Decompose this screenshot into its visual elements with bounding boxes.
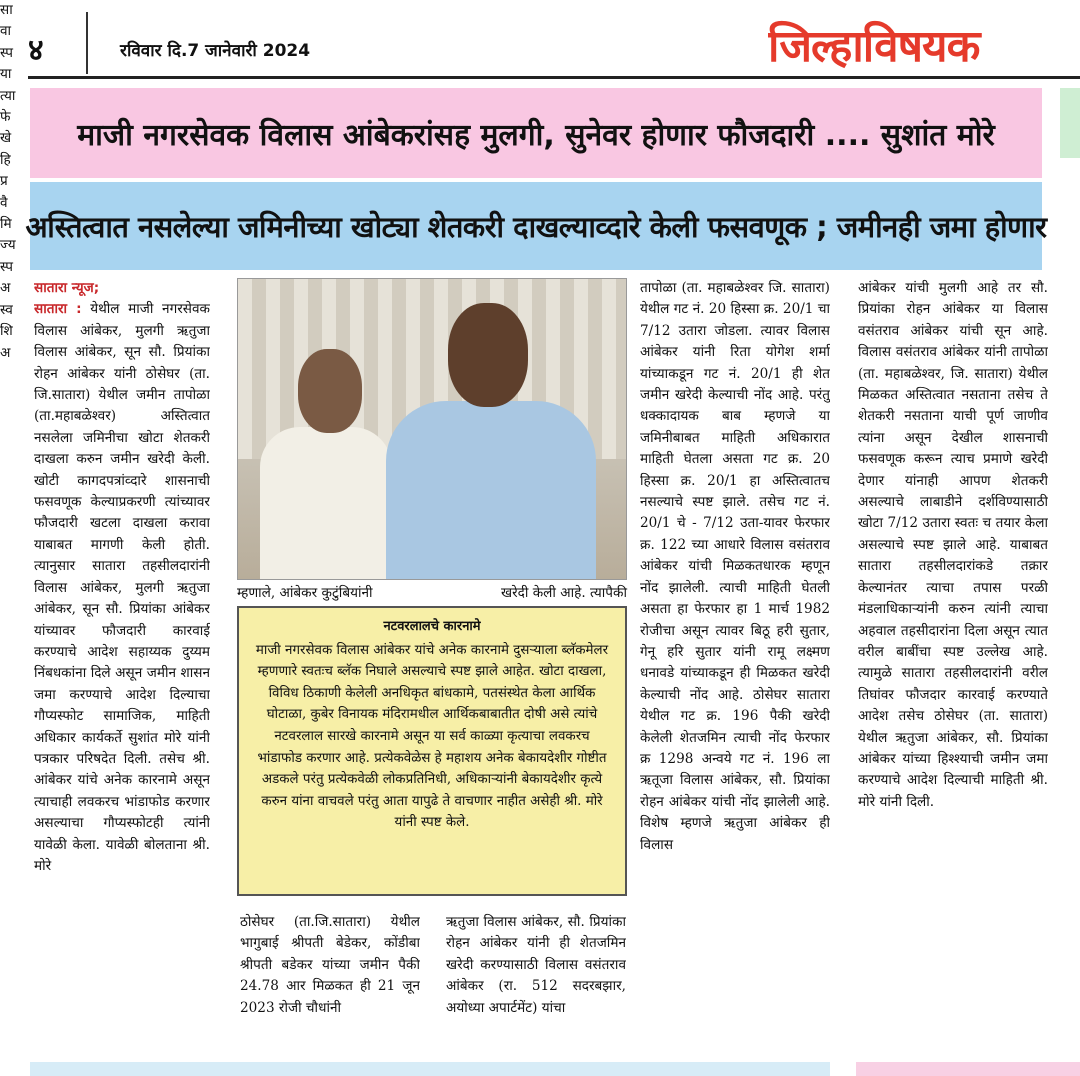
headline-primary xyxy=(30,88,1042,178)
article-column-1 xyxy=(34,278,210,1068)
masthead-title: जिल्हाविषयक xyxy=(768,21,980,72)
photo-person-left-head xyxy=(298,349,362,433)
caption-left: म्हणाले, आंबेकर कुटुंबियांनी xyxy=(237,585,373,601)
dateline-place: सातारा : xyxy=(34,301,82,318)
caption-right: खरेदी केली आहे. त्यापैकी xyxy=(500,585,627,601)
highlight-box xyxy=(237,606,627,896)
bottom-border-strip xyxy=(30,1062,830,1076)
photo-person-right xyxy=(386,401,596,580)
article-column-2a: ठोसेघर (ता.जि.सातारा) येथील भागुबाई श्रीपती बेडेकर, कोंडीबा श्रीपती बडेकर यांच्या जमीन पैकी 24.78 आर मिळकत ही 21 जून 2023 रोजी चौधांनी xyxy=(240,914,420,1016)
adjacent-article-strip xyxy=(1060,88,1080,158)
photo-person-right-head xyxy=(448,303,528,407)
photo-caption-row xyxy=(237,582,627,601)
date-line: रविवार दि.7 जानेवारी 2024 xyxy=(120,41,311,61)
page-number: ४ xyxy=(28,33,44,68)
photo-person-left xyxy=(260,427,392,580)
news-source: सातारा न्यूज; xyxy=(34,280,100,296)
bottom-border-strip-right xyxy=(856,1062,1080,1076)
article-column-4: आंबेकर यांची मुलगी आहे तर सौ. प्रियांका रोहन आंबेकर या विलास वसंतराव आंबेकर यांची सून आहे. विलास वसंतराव आंबेकर यांनी तापोळा (ता. महाबळेश्वर, जि. सातारा) येथील मिळकत अस्तित्वात नसताना तसेच ते शेतकरी नसताना याची पूर्ण जाणीव त्यांना असून देखील शासनाची फसवणूक करून त्याच प्रमाणे खरेदी देणार यांनाही आपण शेतकरी असल्याचे लाबाडीने दर्शविण्यासाठी खोटा 7/12 उतारा स्वतः च तयार केला असल्याचे स्पष्ट झाले आहे. याबाबत सातारा तहसीलदारांकडे तक्रार केल्यानंतर त्याचा तपास परळी मंडलाधिकाऱ्यांनी करुन त्यांनी त्याचा अहवाल तहसीदारांना दिला असून त्यात वरील बाबींचा स्पष्ट उल्लेख आहे. त्यामुळे सातारा तहसीलदारांनी वरील तिघांवर फौजदार कारवाई करण्याते आदेश तसेच ठोसेघर (ता. सातारा) येथील ऋतुजा आंबेकर, सौ. प्रियांका आंबेकर यांच्या हिश्श्याची जमीन जमा करण्याचे आदेश दिल्याची माहिती श्री. मोरे यांनी दिली. xyxy=(858,280,1048,810)
article-photo xyxy=(237,278,627,580)
article-column-2b: ऋतुजा विलास आंबेकर, सौ. प्रियांका रोहन आंबेकर यांनी ही शेतजमिन खरेदी करण्यासाठी विलास वसंतराव आंबेकर (रा. 512 सदरबझार, अयोध्या अपार्टमेंट) यांचा xyxy=(446,914,626,1016)
header-divider xyxy=(86,12,88,74)
headline-primary-text: माजी नगरसेवक विलास आंबेकरांसह मुलगी, सुनेवर होणार फौजदारी .... सुशांत मोरे xyxy=(77,117,995,153)
adjacent-article-column: सा वा स्प या त्या फे खे हि प्र वै मि ज्य स्प अ स्व शि अ xyxy=(0,2,16,361)
headline-secondary-text: अस्तित्वात नसलेल्या जमिनीच्या खोट्या शेतकरी दाखल्याव्दारे केली फसवणूक ; जमीनही जमा होणार xyxy=(25,209,1047,244)
headline-secondary xyxy=(25,182,1047,270)
header-rule xyxy=(28,76,1080,79)
highlight-box-text: माजी नगरसेवक विलास आंबेकर यांचे अनेक कारनामे दुसऱ्याला ब्लॅकमेलर म्हणणारे स्वतःच ब्लॅक निघाले असल्याचे स्पष्ट झाले आहेत. खोटा दाखला, विविध ठिकाणी केलेली अनधिकृत बांधकामे, पतसंस्थेत केला आर्थिक घोटाळा, कुबेर विनायक मंदिरामधील आर्थिकबाबातीत दोषी असे त्यांचे नटवरलाल सारखे कारनामे असून या सर्व काळ्या कृत्याचा लवकरच भांडाफोड करणार आहे. प्रत्येकवेळेस हे महाशय अनेक बेकायदेशीर गोष्टीत अडकले परंतु प्रत्येकवेळी लोकप्रतिनिधी, अधिकाऱ्यांनी बेकायदेशीर कृत्ये करुन यांना वाचवले परंतु आता यापुढे ते वाचणार नाहीत असेही श्री. मोरे यांनी स्पष्ट केले. xyxy=(255,642,609,831)
article-text-1: येथील माजी नगरसेवक विलास आंबेकर, मुलगी ऋतुजा विलास आंबेकर, सून सौ. प्रियांका रोहन आंबेकर यांनी ठोसेघर (ता. जि.सातारा) येथील जमीन तापोळा (ता.महाबळेश्वर) अस्तित्वात नसलेला जमिनीचा खोटा शेतकरी दाखला करुन जमीन खरेदी केली. खोटी कागदपत्रांव्दारे शासनाची फसवणूक केल्याप्रकरणी त्यांच्यावर फौजदारी खटला दाखला करावा याबाबत मागणी केली होती. त्यानुसार सातारा तहसीलदारांनी विलास आंबेकर, मुलगी ऋतुजा आंबेकर, सून सौ. प्रियांका आंबेकर यांच्यावर फौजदारी कारवाई करण्याचे आदेश सहाय्यक दुय्यम निंबधकांना दिले असून जमीन शासन जमा करण्याचे आदेश दिल्याचा गौप्यस्फोट सामाजिक, माहिती अधिकार कार्यकर्ते सुशांत मोरे यांनी पत्रकार परिषदेत दिली. तसेच श्री. आंबेकर यांचे अनेक कारनामे असून त्याचाही लवकरच भांडाफोड करणार असल्याचा गौप्यस्फोटही त्यांनी यावेळी केला. यावेळी बोलताना श्री. मोरे xyxy=(34,301,210,874)
highlight-box-title: नटवरलालचे कारनामे xyxy=(383,619,481,634)
article-column-3: तापोळा (ता. महाबळेश्वर जि. सातारा) येथील गट नं. 20 हिस्सा क्र. 20/1 चा 7/12 उतारा जोडला. त्यावर विलास आंबेकर यांनी रिता योगेश शर्मा यांच्याकडून गट नं. 20/1 ही शेत जमीन खरेदी केल्याची नोंद आहे. परंतु धक्कादायक बाब म्हणजे या जमिनीबाबत माहिती अधिकारात माहिती घेतला असता गट क्र. 20 हिस्सा क्र. 20/1 हा अस्तित्वातच नसल्याचे स्पष्ट झाले. तसेच गट नं. 20/1 चे - 7/12 उता-यावर फेरफार क्र. 122 च्या आधारे विलास वसंतराव आंबेकर यांची मिळकतधारक म्हणून नोंद झालेली. त्याची माहिती घेतली असता हा फेरफार हा 1 मार्च 1982 रोजीचा असून त्यावर बिठू हरी सुतार, गेनू हरि सुतार यांनी रामू लक्ष्मण धनावडे यांच्याकडून ही मिळकत खरेदी केल्याची नोंद आहे. ठोसेघर सातारा येथील गट क्र. 196 पैकी खरेदी केलेली शेतजमिन त्याची नोंद फेरफार क्र 1298 अन्वये गट नं. 196 ला ऋतूजा विलास आंबेकर, सौ. प्रियांका रोहन आंबेकर यांची नोंद झालेली आहे. विशेष म्हणजे ऋतुजा आंबेकर ही विलास xyxy=(640,280,830,853)
